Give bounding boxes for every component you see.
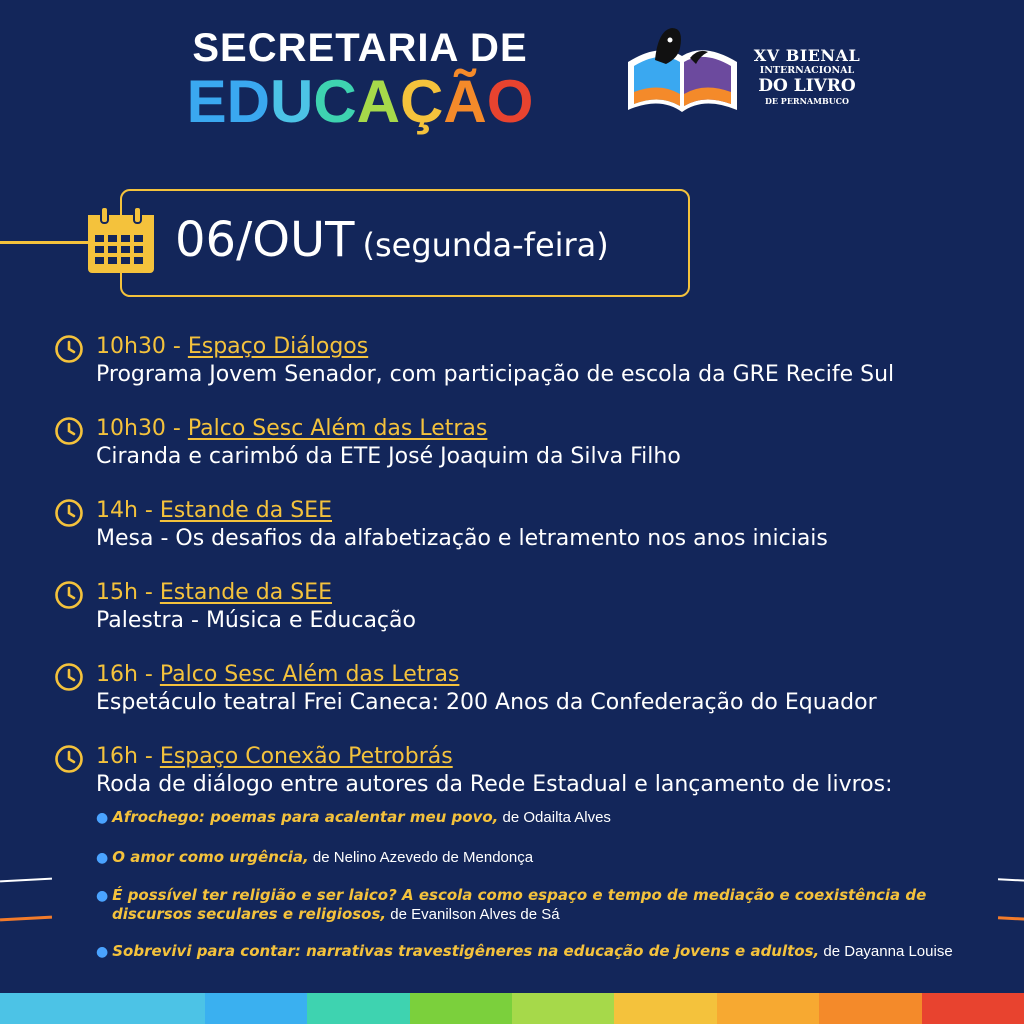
bienal-book-icon [620, 22, 745, 122]
book-item [96, 808, 996, 827]
logo-letter: Ç [400, 68, 444, 135]
event-time: 16h - [96, 662, 160, 687]
event-place[interactable]: Estande da SEE [159, 498, 332, 523]
stripe-segment [205, 993, 307, 1024]
book-title: Afrochego: poemas para acalentar meu povo, [112, 808, 499, 826]
logo-line1: SECRETARIA DE [192, 26, 528, 70]
clock-icon [54, 498, 84, 528]
clock-icon [54, 416, 84, 446]
bienal-line2: INTERNACIONAL [759, 65, 855, 76]
stripe-segment [0, 993, 102, 1024]
stripe-segment [512, 993, 614, 1024]
book-item [96, 942, 996, 961]
bienal-line1: XV BIENAL [753, 46, 861, 65]
stripe-segment [410, 993, 512, 1024]
event-heading [96, 496, 332, 526]
logo-letter: C [313, 68, 357, 135]
date-value: 06/OUT [175, 212, 355, 268]
stripe-segment [819, 993, 921, 1024]
clock-icon [54, 662, 84, 692]
book-title-cont: discursos seculares e religiosos, [112, 905, 387, 923]
event-time: 14h - [96, 498, 160, 523]
event-time: 15h - [96, 580, 160, 605]
secretaria-logo [140, 28, 580, 134]
event-description: Roda de diálogo entre autores da Rede Estadual e lançamento de livros: [96, 772, 893, 797]
stripe-segment [102, 993, 204, 1024]
event-place[interactable]: Espaço Diálogos [187, 334, 369, 359]
decor-line [998, 916, 1024, 921]
event-description: Palestra - Música e Educação [96, 608, 416, 633]
event-heading [96, 660, 459, 690]
weekday: (segunda-feira) [362, 226, 609, 264]
logo-letter: O [486, 68, 534, 135]
logo-letter: Ã [443, 68, 487, 135]
bullet-icon: ● [96, 944, 109, 960]
event-heading [96, 414, 487, 444]
event-description: Ciranda e carimbó da ETE José Joaquim da Silva Filho [96, 444, 681, 469]
color-stripe [0, 993, 1024, 1024]
calendar-icon [86, 205, 156, 275]
event-place[interactable]: Estande da SEE [159, 580, 332, 605]
bullet-icon: ● [96, 888, 109, 904]
event-place[interactable]: Palco Sesc Além das Letras [159, 662, 460, 687]
bienal-wordmark [752, 48, 862, 105]
event-time: 16h - [96, 744, 160, 769]
event-description: Mesa - Os desafios da alfabetização e letramento nos anos iniciais [96, 526, 828, 551]
book-author: de Dayanna Louise [819, 943, 953, 960]
event-place[interactable]: Espaço Conexão Petrobrás [159, 744, 453, 769]
event-heading [96, 742, 453, 772]
decor-line [0, 916, 52, 922]
event-place[interactable]: Palco Sesc Além das Letras [187, 416, 488, 441]
date-accent-line [0, 241, 90, 244]
logo-letter: D [226, 68, 270, 135]
event-description: Programa Jovem Senador, com participação de escola da GRE Recife Sul [96, 362, 895, 387]
clock-icon [54, 744, 84, 774]
event-heading [96, 578, 332, 608]
bienal-line4: DE PERNAMBUCO [764, 95, 850, 106]
book-item [96, 848, 996, 867]
book-title: Sobrevivi para contar: narrativas travestigêneres na educação de jovens e adultos, [112, 942, 820, 960]
event-time: 10h30 - [96, 416, 188, 441]
event-description: Espetáculo teatral Frei Caneca: 200 Anos da Confederação do Equador [96, 690, 877, 715]
decor-line [998, 878, 1024, 882]
clock-icon [54, 580, 84, 610]
stripe-segment [307, 993, 409, 1024]
event-heading [96, 332, 368, 362]
header [0, 22, 1024, 135]
bullet-icon: ● [96, 810, 109, 826]
logo-line2 [140, 70, 580, 134]
book-title: O amor como urgência, [112, 848, 309, 866]
book-author: de Odailta Alves [498, 809, 611, 826]
decor-line [0, 878, 52, 883]
book-author: de Evanilson Alves de Sá [386, 906, 560, 923]
book-author: de Nelino Azevedo de Mendonça [308, 849, 534, 866]
clock-icon [54, 334, 84, 364]
stripe-segment [614, 993, 716, 1024]
stripe-segment [717, 993, 819, 1024]
logo-letter: A [356, 68, 401, 135]
book-title: É possível ter religião e ser laico? A escola como espaço e tempo de mediação e coexistência de [112, 886, 927, 904]
stripe-segment [922, 993, 1024, 1024]
date-heading [175, 212, 609, 268]
book-item [96, 886, 996, 924]
bullet-icon: ● [96, 850, 109, 866]
logo-letter: E [186, 68, 227, 135]
bienal-line3: DO LIVRO [758, 75, 856, 96]
event-time: 10h30 - [96, 334, 188, 359]
logo-letter: U [269, 68, 314, 135]
